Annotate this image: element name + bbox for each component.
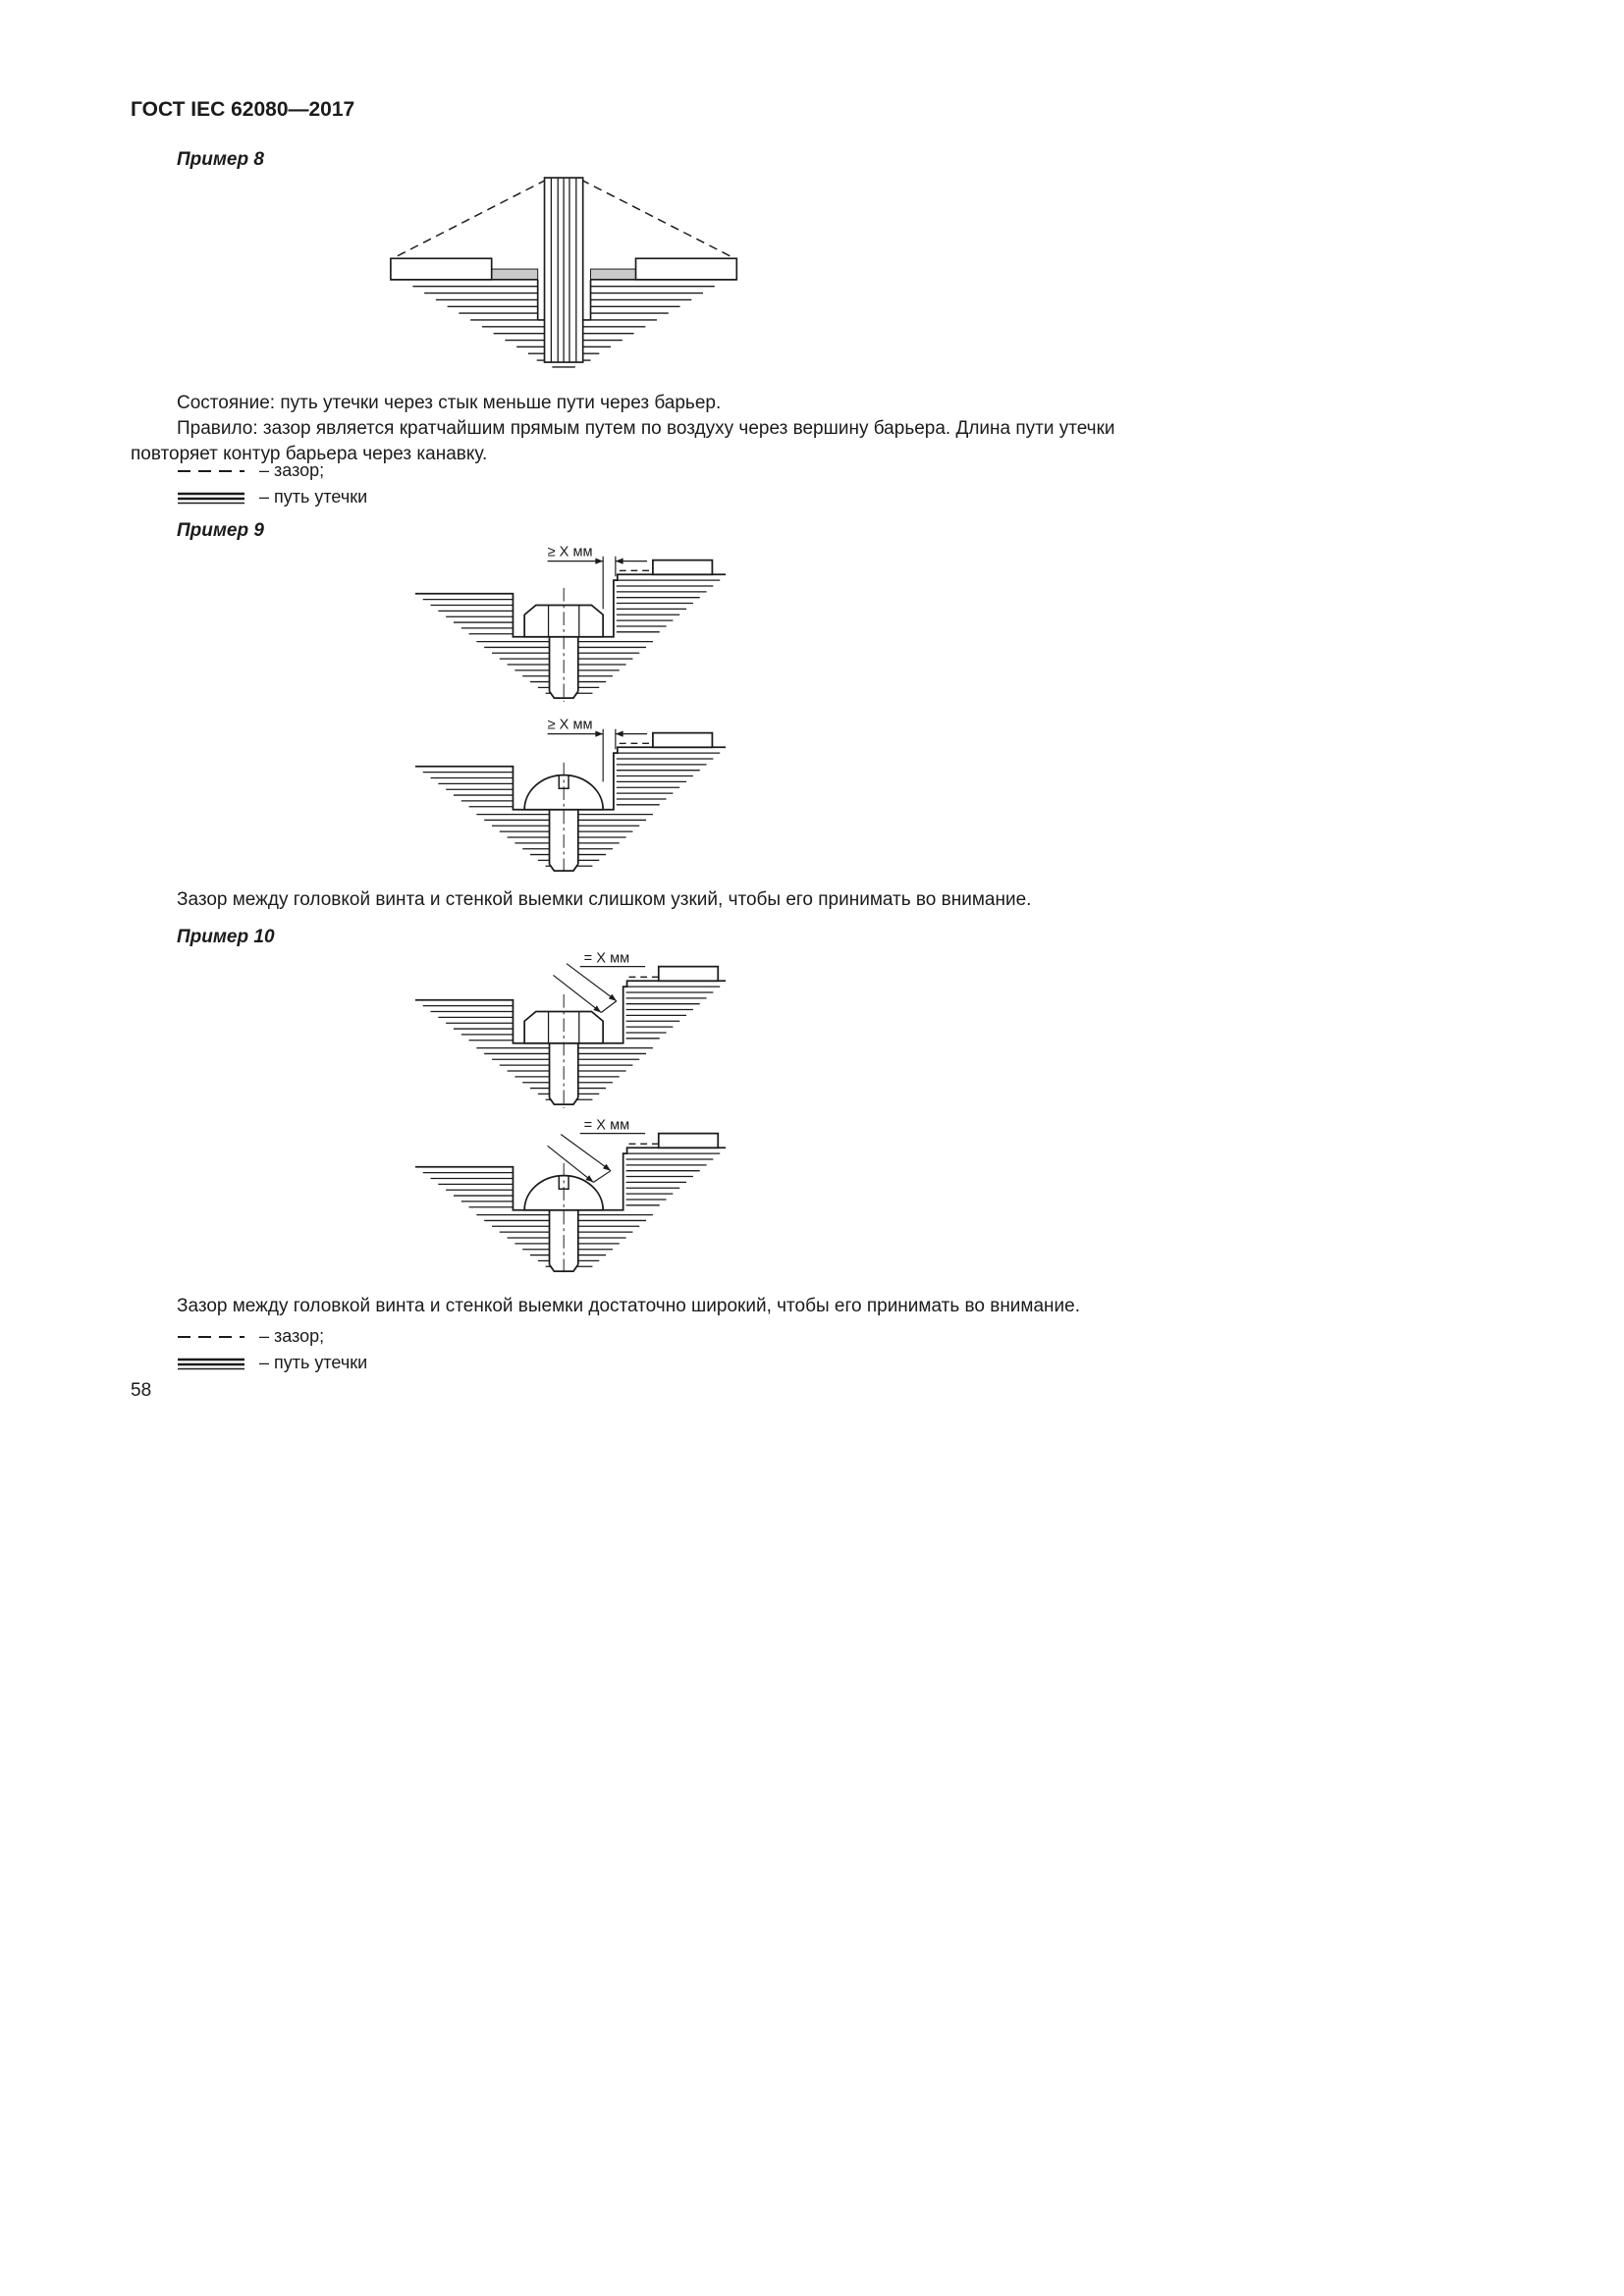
barrier-creepage-column <box>545 178 583 362</box>
legend-creepage-row <box>177 484 367 510</box>
component-plate <box>653 561 712 575</box>
legend-gap-row <box>177 457 367 484</box>
example10-figure-dome-screw <box>407 1119 733 1277</box>
legend-gap-row <box>177 1323 367 1350</box>
example10-legend <box>177 1323 367 1376</box>
dimension-label: ≥ X мм <box>547 719 593 733</box>
dimension-label: ≥ X мм <box>547 546 593 561</box>
example9-figure-hex-screw <box>407 546 733 704</box>
example10-caption: Зазор между головкой винта и стенкой выемки достаточно широкий, чтобы его принимать во внимание. <box>177 1296 1081 1316</box>
dimension-arrows <box>595 730 623 736</box>
page-number: 58 <box>131 1380 152 1401</box>
dimension <box>548 729 647 782</box>
document-header: ГОСТ IEC 62080—2017 <box>131 98 355 121</box>
dimension <box>548 557 647 610</box>
example10-title: Пример 10 <box>177 927 275 947</box>
hex-screw <box>524 994 603 1108</box>
dimension-label: = X мм <box>583 1119 630 1134</box>
example8-text <box>131 391 1144 467</box>
example9-title: Пример 9 <box>177 520 264 541</box>
example8-legend <box>177 457 367 510</box>
gap-label: – зазор; <box>259 460 325 480</box>
creepage-lines-symbol <box>177 491 245 505</box>
creepage-label: – путь утечки <box>259 487 368 507</box>
component-plate <box>659 1134 718 1148</box>
dome-screw <box>524 763 603 875</box>
example10-figure-hex-screw <box>407 952 733 1110</box>
legend-creepage-row <box>177 1350 367 1376</box>
gap-dashed-symbol <box>177 464 245 478</box>
example9-caption: Зазор между головкой винта и стенкой выемки слишком узкий, чтобы его принимать во внимание. <box>177 889 1032 910</box>
hex-screw <box>524 588 603 702</box>
example8-title: Пример 8 <box>177 149 264 170</box>
gap-label: – зазор; <box>259 1326 325 1346</box>
gap-dashed-symbol <box>177 1330 245 1344</box>
component-plate <box>653 733 712 748</box>
creepage-label: – путь утечки <box>259 1353 368 1372</box>
example8-figure <box>386 174 751 371</box>
rule-line: Правило: зазор является кратчайшим прямым путем по воздуху через вершину барьера. Длина пути утечки повторяет контур барьера через канавку. <box>131 418 1115 464</box>
dimension-label: = X мм <box>583 952 630 967</box>
state-line: Состояние: путь утечки через стык меньше пути через барьер. <box>177 393 722 413</box>
example9-figure-dome-screw <box>407 719 733 877</box>
creepage-lines-symbol <box>177 1357 245 1370</box>
dimension <box>553 964 645 1013</box>
dimension-arrows <box>595 558 623 563</box>
component-plate <box>659 967 718 982</box>
